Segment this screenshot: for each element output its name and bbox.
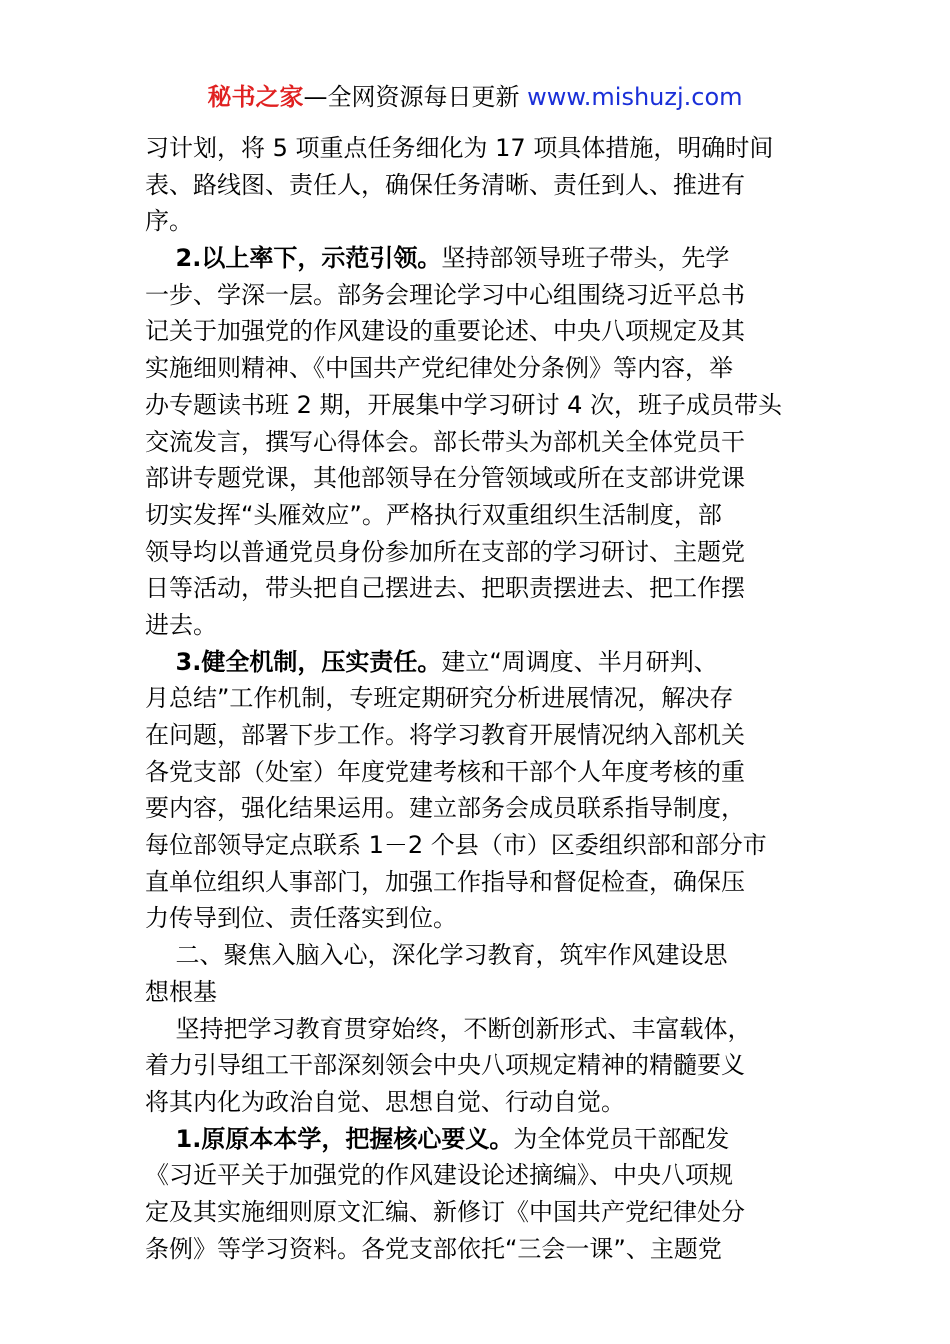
text-line — [145, 1121, 810, 1158]
text-line — [145, 313, 810, 350]
body-text: 切实发挥“头雁效应”。严格执行双重组织生活制度，部 — [145, 500, 722, 529]
text-line — [145, 460, 810, 497]
text-line — [145, 350, 810, 387]
text-line — [145, 240, 810, 277]
body-text: 力传导到位、责任落实到位。 — [145, 904, 457, 933]
text-line — [145, 203, 810, 240]
text-line — [145, 1011, 810, 1048]
text-line — [145, 754, 810, 791]
site-header — [0, 80, 950, 114]
body-text: 坚持把学习教育贯穿始终，不断创新形式、丰富载体， — [145, 1014, 752, 1043]
text-line — [145, 864, 810, 901]
text-line — [145, 1231, 810, 1268]
body-text: 着力引导组工干部深刻领会中央八项规定精神的精髓要义 — [145, 1051, 745, 1080]
body-text: 直单位组织人事部门，加强工作指导和督促检查，确保压 — [145, 867, 745, 896]
text-line — [145, 1157, 810, 1194]
body-text: 将其内化为政治自觉、思想自觉、行动自觉。 — [145, 1087, 625, 1116]
body-text — [145, 244, 176, 272]
text-line — [145, 607, 810, 644]
section-heading: 3.健全机制，压实责任。 — [175, 647, 442, 676]
body-text: 办专题读书班 2 期，开展集中学习研讨 4 次，班子成员带头 — [145, 390, 783, 419]
body-text: 交流发言，撰写心得体会。部长带头为部机关全体党员干 — [145, 427, 745, 456]
text-line — [145, 717, 810, 754]
text-line — [145, 1084, 810, 1121]
body-text: 月总结”工作机制，专班定期研究分析进展情况，解决存 — [145, 684, 734, 713]
text-line — [145, 790, 810, 827]
body-text: 进去。 — [145, 610, 217, 639]
text-line — [145, 1047, 810, 1084]
text-line — [145, 167, 810, 204]
body-text: 表、路线图、责任人，确保任务清晰、责任到人、推进有 — [145, 170, 745, 199]
text-line — [145, 644, 810, 681]
body-text: 日等活动，带头把自己摆进去、把职责摆进去、把工作摆 — [145, 574, 745, 603]
body-text: 条例》等学习资料。各党支部依托“三会一课”、主题党 — [145, 1234, 722, 1263]
body-text: 建立“周调度、半月研判、 — [441, 647, 718, 676]
section-heading: 2.以上率下，示范引领。 — [175, 244, 442, 273]
text-line — [145, 570, 810, 607]
body-text: 二、聚焦入脑入心，深化学习教育，筑牢作风建设思 — [145, 941, 728, 970]
body-text: 序。 — [145, 207, 193, 236]
text-line — [145, 900, 810, 937]
text-line — [145, 937, 810, 974]
body-text — [145, 1125, 176, 1153]
brand-name: 秘书之家 — [207, 83, 304, 111]
text-line — [145, 827, 810, 864]
body-text: 想根基 — [145, 977, 217, 1006]
body-text — [145, 648, 176, 676]
body-text: 《习近平关于加强党的作风建设论述摘编》、中央八项规 — [145, 1161, 733, 1190]
text-line — [145, 497, 810, 534]
text-line — [145, 424, 810, 461]
section-heading: 1.原原本本学，把握核心要义。 — [175, 1124, 514, 1153]
header-tagline: —全网资源每日更新 — [303, 83, 528, 111]
body-text: 要内容，强化结果运用。建立部务会成员联系指导制度， — [145, 794, 745, 823]
text-line — [145, 130, 810, 167]
body-text: 各党支部（处室）年度党建考核和干部个人年度考核的重 — [145, 757, 745, 786]
body-text: 在问题，部署下步工作。将学习教育开展情况纳入部机关 — [145, 721, 745, 749]
text-line — [145, 534, 810, 571]
text-line — [145, 1194, 810, 1231]
body-text: 为全体党员干部配发 — [513, 1124, 730, 1153]
document-body — [145, 130, 810, 1267]
text-line — [145, 974, 810, 1011]
body-text: 实施细则精神、《中国共产党纪律处分条例》等内容，举 — [145, 354, 733, 383]
site-url-link[interactable]: www.mishuzj.com — [527, 83, 743, 111]
body-text: 部讲专题党课，其他部领导在分管领域或所在支部讲党课 — [145, 464, 745, 493]
body-text: 坚持部领导班子带头，先学 — [441, 244, 730, 273]
text-line — [145, 680, 810, 717]
body-text: 记关于加强党的作风建设的重要论述、中央八项规定及其 — [145, 317, 745, 346]
text-line — [145, 387, 810, 424]
body-text: 定及其实施细则原文汇编、新修订《中国共产党纪律处分 — [145, 1197, 745, 1226]
body-text: 领导均以普通党员身份参加所在支部的学习研讨、主题党 — [145, 537, 745, 566]
body-text: 每位部领导定点联系 1－2 个县（市）区委组织部和部分市 — [145, 831, 767, 860]
body-text: 一步、学深一层。部务会理论学习中心组围绕习近平总书 — [145, 280, 745, 309]
text-line — [145, 277, 810, 314]
body-text: 习计划，将 5 项重点任务细化为 17 项具体措施，明确时间 — [145, 134, 774, 162]
